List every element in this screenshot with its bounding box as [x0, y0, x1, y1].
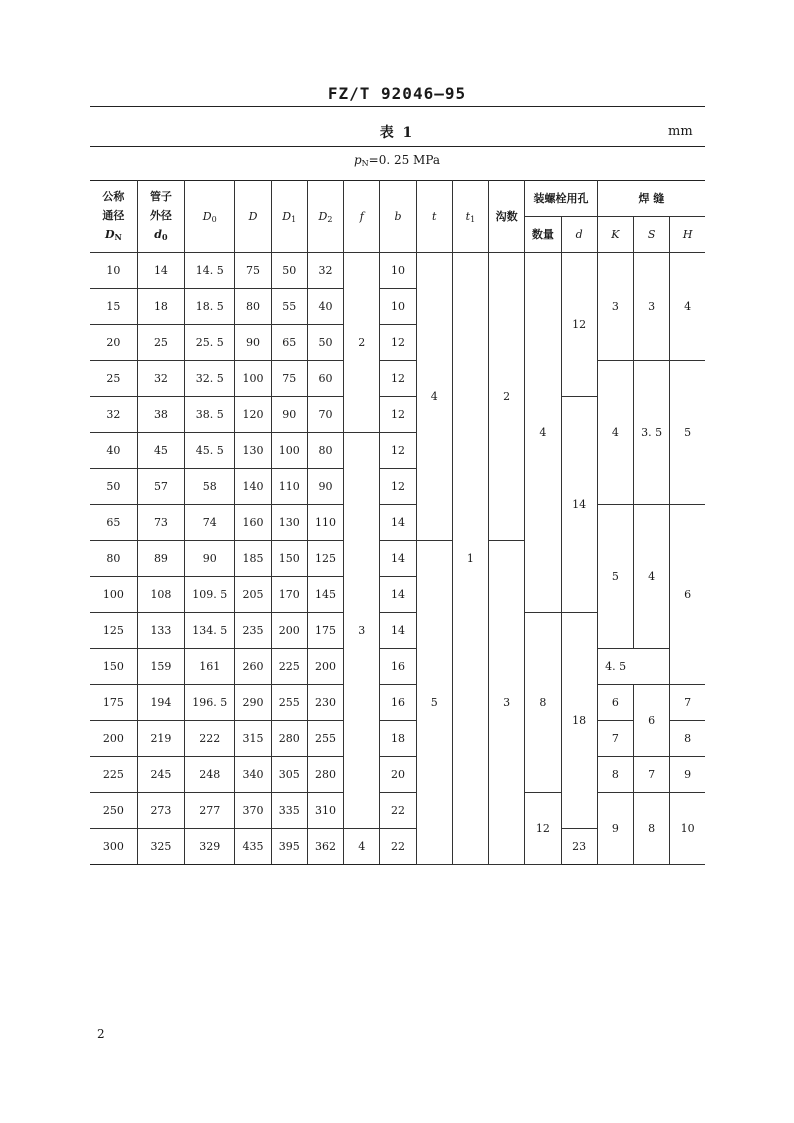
cell-D0: 222	[185, 721, 235, 757]
col-D2-header: $D_2$	[307, 181, 343, 253]
cell-D1: 50	[271, 253, 307, 289]
col-S-header: S	[633, 217, 669, 253]
cell-D: 235	[235, 613, 271, 649]
cell-D1: 335	[271, 793, 307, 829]
cell-t1: 1	[452, 253, 488, 865]
cell-d0: 57	[137, 469, 184, 505]
cell-b: 14	[380, 577, 416, 613]
cell-b: 12	[380, 397, 416, 433]
cell-d0: 133	[137, 613, 184, 649]
cell-d0: 245	[137, 757, 184, 793]
title-rule	[90, 146, 705, 147]
cell-D2: 90	[307, 469, 343, 505]
cell-K-group-e: 7	[597, 721, 633, 757]
cell-D1: 255	[271, 685, 307, 721]
cell-d-group-d: 23	[561, 829, 597, 865]
cell-dn: 80	[90, 541, 137, 577]
col-H-header: H	[670, 217, 705, 253]
cell-D1: 170	[271, 577, 307, 613]
col-t1-header: $t_1$	[452, 181, 488, 253]
cell-dn: 50	[90, 469, 137, 505]
cell-D0: 32. 5	[185, 361, 235, 397]
col-bolt-count-header: 数量	[525, 217, 561, 253]
table-row	[90, 721, 705, 757]
col-D0-header: $D_0$	[185, 181, 235, 253]
table-row	[90, 685, 705, 721]
cell-d0: 273	[137, 793, 184, 829]
col-f-header: f	[344, 181, 380, 253]
cell-D: 120	[235, 397, 271, 433]
cell-f-group-b: 3	[344, 433, 380, 829]
cell-t-group-b: 5	[416, 541, 452, 865]
cell-K-group-a: 3	[597, 253, 633, 361]
cell-D1: 65	[271, 325, 307, 361]
cell-D0: 25. 5	[185, 325, 235, 361]
cell-dn: 200	[90, 721, 137, 757]
cell-d0: 108	[137, 577, 184, 613]
cell-f-group-c: 4	[344, 829, 380, 865]
cell-D2: 40	[307, 289, 343, 325]
cell-D: 160	[235, 505, 271, 541]
cell-dn: 40	[90, 433, 137, 469]
cell-b: 12	[380, 325, 416, 361]
cell-d0: 25	[137, 325, 184, 361]
col-D1-header: $D_1$	[271, 181, 307, 253]
cell-K-group-d: 6	[597, 685, 633, 721]
cell-b: 22	[380, 829, 416, 865]
cell-D0: 109. 5	[185, 577, 235, 613]
cell-b: 12	[380, 433, 416, 469]
cell-H-group-e: 8	[670, 721, 705, 757]
cell-S-group-d: 4. 5	[597, 649, 633, 685]
col-K-header: K	[597, 217, 633, 253]
cell-H-group-a: 4	[670, 253, 705, 361]
cell-D: 435	[235, 829, 271, 865]
cell-D: 370	[235, 793, 271, 829]
cell-D0: 161	[185, 649, 235, 685]
bolt-hole-group-header: 装螺栓用孔	[525, 181, 597, 217]
cell-D: 340	[235, 757, 271, 793]
cell-d0: 73	[137, 505, 184, 541]
cell-D2: 362	[307, 829, 343, 865]
cell-H-group-b: 5	[670, 361, 705, 505]
cell-D: 100	[235, 361, 271, 397]
table-row	[90, 505, 705, 541]
standard-code: FZ/T 92046—95	[327, 84, 467, 103]
cell-D2: 32	[307, 253, 343, 289]
cell-H-group-g: 10	[670, 793, 705, 865]
cell-dn: 175	[90, 685, 137, 721]
table-row	[90, 757, 705, 793]
cell-dn: 25	[90, 361, 137, 397]
cell-dn: 125	[90, 613, 137, 649]
cell-D: 75	[235, 253, 271, 289]
cell-D2: 280	[307, 757, 343, 793]
cell-D: 90	[235, 325, 271, 361]
cell-D1: 280	[271, 721, 307, 757]
cell-D1: 225	[271, 649, 307, 685]
cell-D1: 130	[271, 505, 307, 541]
cell-b: 14	[380, 505, 416, 541]
page-number: 2	[97, 1027, 105, 1041]
cell-D2: 80	[307, 433, 343, 469]
cell-d0: 45	[137, 433, 184, 469]
cell-dn: 150	[90, 649, 137, 685]
cell-D1: 110	[271, 469, 307, 505]
cell-D: 205	[235, 577, 271, 613]
cell-grooves-group-a: 2	[489, 253, 525, 541]
cell-dn: 250	[90, 793, 137, 829]
cell-D0: 18. 5	[185, 289, 235, 325]
cell-dn: 300	[90, 829, 137, 865]
header-rule	[90, 106, 705, 107]
weld-group-header: 焊 缝	[597, 181, 705, 217]
cell-D2: 125	[307, 541, 343, 577]
table-row	[90, 253, 705, 289]
cell-D1: 90	[271, 397, 307, 433]
col-b-header: b	[380, 181, 416, 253]
cell-b: 12	[380, 361, 416, 397]
cell-dn: 32	[90, 397, 137, 433]
cell-b: 12	[380, 469, 416, 505]
cell-d0: 159	[137, 649, 184, 685]
cell-D0: 90	[185, 541, 235, 577]
cell-count-group-b: 8	[525, 613, 561, 793]
table-row	[90, 649, 705, 685]
cell-d0: 38	[137, 397, 184, 433]
cell-d0: 18	[137, 289, 184, 325]
col-t-header: t	[416, 181, 452, 253]
cell-dn: 225	[90, 757, 137, 793]
cell-H-group-d: 7	[670, 685, 705, 721]
cell-D1: 55	[271, 289, 307, 325]
cell-D0: 248	[185, 757, 235, 793]
cell-D2: 255	[307, 721, 343, 757]
cell-H-group-f: 9	[670, 757, 705, 793]
cell-count-group-c: 12	[525, 793, 561, 865]
cell-S-group-b: 3. 5	[633, 361, 669, 505]
cell-t-group-a: 4	[416, 253, 452, 541]
cell-D1: 75	[271, 361, 307, 397]
flange-spec-table	[90, 180, 705, 865]
cell-d-group-c: 18	[561, 613, 597, 829]
cell-S-group-e: 6	[633, 685, 669, 757]
cell-D2: 310	[307, 793, 343, 829]
cell-grooves-group-b: 3	[489, 541, 525, 865]
cell-D2: 175	[307, 613, 343, 649]
cell-S-group-a: 3	[633, 253, 669, 361]
cell-D1: 305	[271, 757, 307, 793]
cell-D2: 50	[307, 325, 343, 361]
cell-K-group-f: 8	[597, 757, 633, 793]
cell-D1: 200	[271, 613, 307, 649]
cell-D0: 38. 5	[185, 397, 235, 433]
cell-K-group-g: 9	[597, 793, 633, 865]
cell-f-group-a: 2	[344, 253, 380, 433]
cell-dn: 10	[90, 253, 137, 289]
table-row	[90, 361, 705, 397]
cell-D2: 230	[307, 685, 343, 721]
cell-b: 22	[380, 793, 416, 829]
cell-D1: 395	[271, 829, 307, 865]
table-row	[90, 793, 705, 829]
cell-D0: 277	[185, 793, 235, 829]
cell-dn: 20	[90, 325, 137, 361]
cell-S-group-g: 8	[633, 793, 669, 865]
cell-b: 16	[380, 649, 416, 685]
cell-H-group-c: 6	[670, 505, 705, 685]
cell-d0: 32	[137, 361, 184, 397]
header-row-1	[90, 181, 705, 217]
cell-K-group-c: 5	[597, 505, 633, 649]
cell-b: 10	[380, 289, 416, 325]
cell-D: 290	[235, 685, 271, 721]
cell-b: 10	[380, 253, 416, 289]
cell-dn: 100	[90, 577, 137, 613]
col-grooves-header: 沟数	[489, 181, 525, 253]
cell-S-group-f: 7	[633, 757, 669, 793]
cell-d0: 14	[137, 253, 184, 289]
cell-d-group-a: 12	[561, 253, 597, 397]
unit-label: mm	[668, 124, 693, 139]
cell-D: 80	[235, 289, 271, 325]
cell-d0: 89	[137, 541, 184, 577]
cell-D: 185	[235, 541, 271, 577]
cell-K-group-b: 4	[597, 361, 633, 505]
cell-D2: 110	[307, 505, 343, 541]
cell-d-group-b: 14	[561, 397, 597, 613]
cell-D2: 200	[307, 649, 343, 685]
cell-D0: 74	[185, 505, 235, 541]
cell-D2: 145	[307, 577, 343, 613]
cell-D0: 58	[185, 469, 235, 505]
cell-D: 130	[235, 433, 271, 469]
cell-b: 14	[380, 541, 416, 577]
cell-b: 14	[380, 613, 416, 649]
cell-b: 16	[380, 685, 416, 721]
cell-D0: 196. 5	[185, 685, 235, 721]
cell-D0: 329	[185, 829, 235, 865]
cell-b: 18	[380, 721, 416, 757]
cell-D0: 134. 5	[185, 613, 235, 649]
col-dn-header: 公称 通径 $D_N$	[90, 181, 137, 253]
cell-D: 140	[235, 469, 271, 505]
col-D-header: D	[235, 181, 271, 253]
cell-d0: 194	[137, 685, 184, 721]
cell-D0: 14. 5	[185, 253, 235, 289]
pressure-label: $p_N=0$. 25 MPa	[353, 153, 441, 168]
cell-D1: 150	[271, 541, 307, 577]
cell-D2: 60	[307, 361, 343, 397]
cell-dn: 65	[90, 505, 137, 541]
cell-D: 315	[235, 721, 271, 757]
col-bolt-d-header: d	[561, 217, 597, 253]
cell-d0: 325	[137, 829, 184, 865]
cell-count-group-a: 4	[525, 253, 561, 613]
cell-b: 20	[380, 757, 416, 793]
cell-S-group-c: 4	[633, 505, 669, 649]
cell-D: 260	[235, 649, 271, 685]
cell-D2: 70	[307, 397, 343, 433]
cell-dn: 15	[90, 289, 137, 325]
cell-D1: 100	[271, 433, 307, 469]
cell-D0: 45. 5	[185, 433, 235, 469]
cell-d0: 219	[137, 721, 184, 757]
table-title: 表 1	[379, 125, 415, 141]
col-d0-header: 管子 外径 $d_0$	[137, 181, 184, 253]
